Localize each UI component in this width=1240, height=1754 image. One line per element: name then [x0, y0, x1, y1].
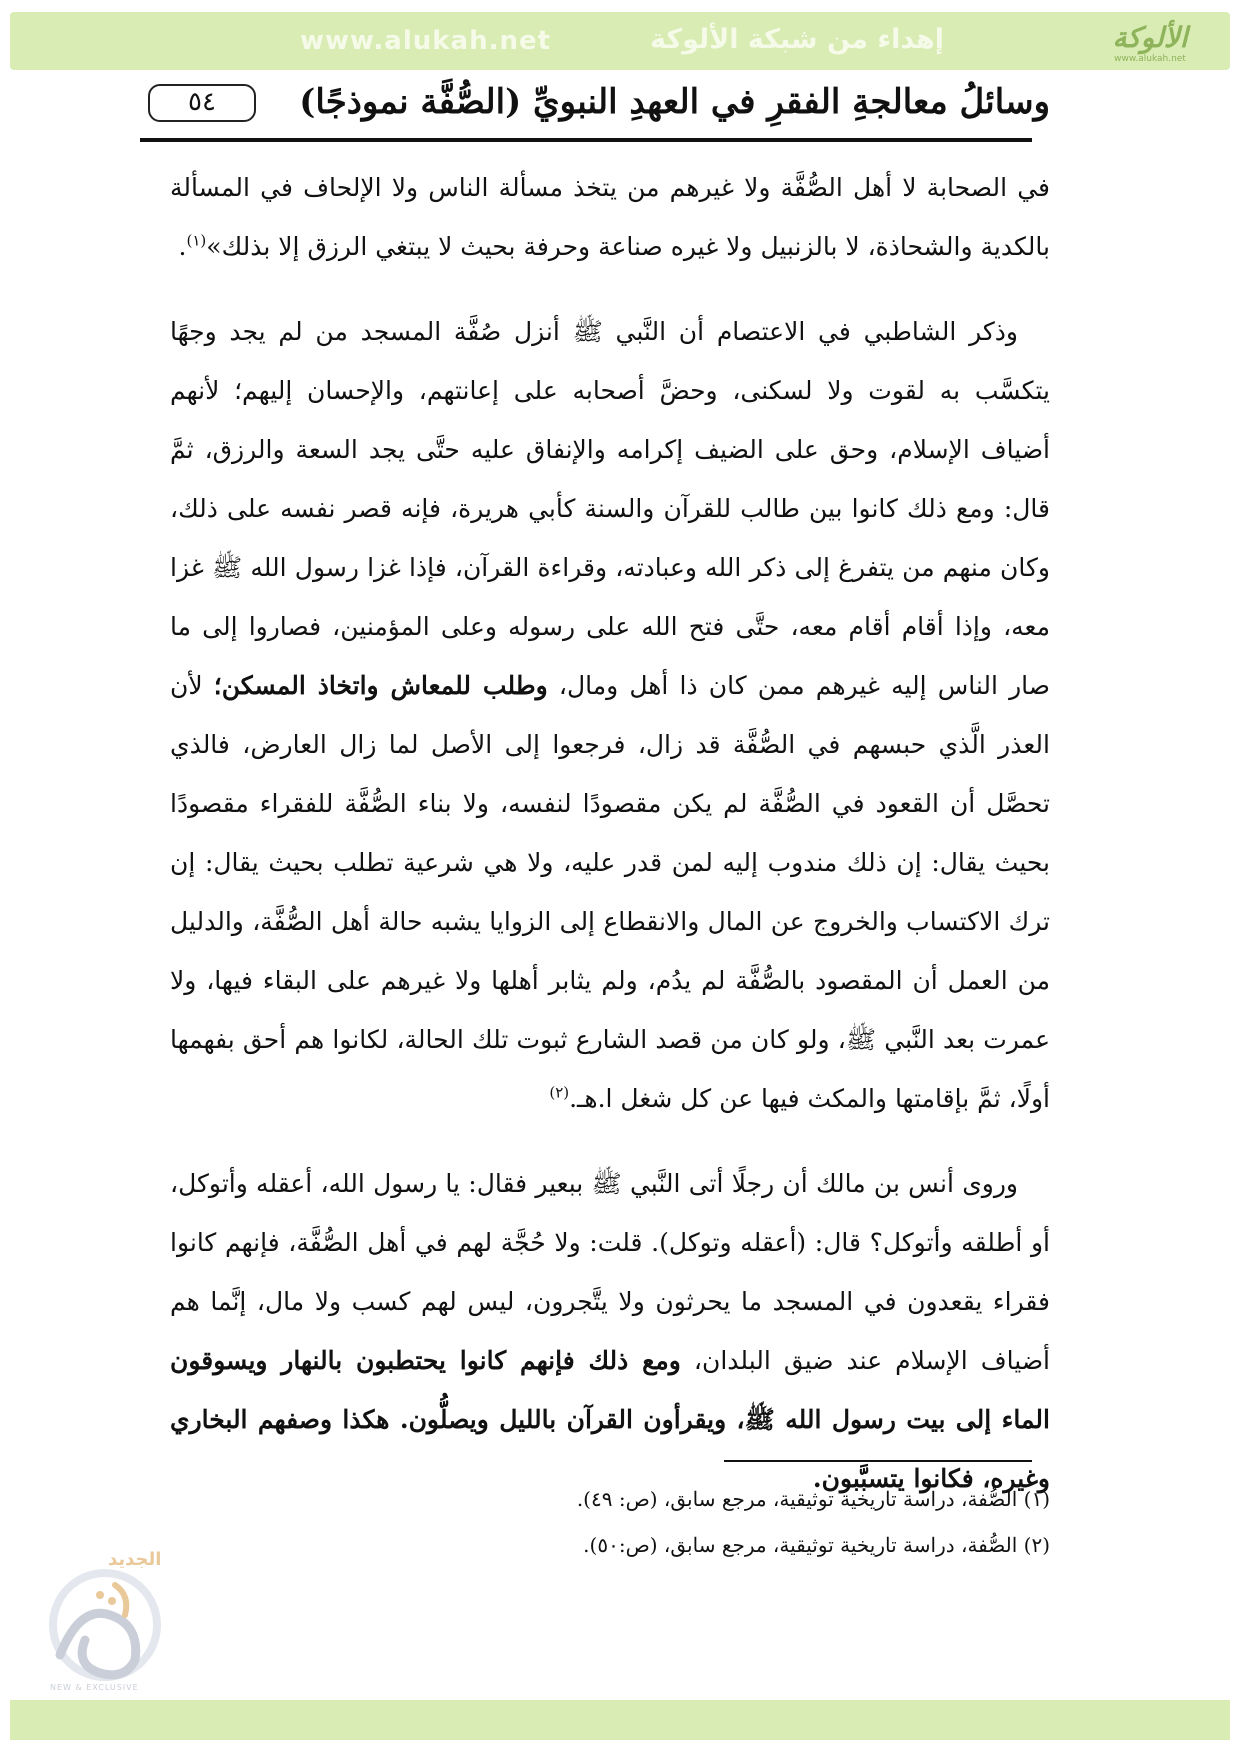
- new-exclusive-logo: [30, 1545, 180, 1695]
- alukah-logo-url: www.alukah.net: [1114, 54, 1186, 64]
- bottom-band: [10, 1700, 1230, 1740]
- footnote-ref-1[interactable]: (١): [186, 231, 207, 250]
- paragraph-2-part2: لأن العذر الَّذي حبسهم في الصُّفَّة قد زال، فرجعوا إلى الأصل لما زال العارض، فالذي تحصَّل أن القعود في الصُّفَّة لم يكن مقصودًا لنفسه، ولا بناء الصُّفَّة للفقراء مقصودًا بحيث يقال: إن ذلك مندوب إليه لمن قدر عليه، ولا هي شرعية تطلب بحيث يقال: إن ترك الاكتساب والخروج عن المال والانقطاع إلى الزوايا يشبه حالة أهل الصُّفَّة، والدليل من العمل أن المقصود بالصُّفَّة لم يدُم، ولم يثابر أهلها ولا غيرهم على البقاء فيها، ولا عمرت بعد النَّبي ﷺ، ولو كان من قصد الشارع ثبوت تلك الحالة، لكانوا هم أحق بفهمها أولًا، ثمَّ بإقامتها والمكث فيها عن كل شغل ا.هـ.: [170, 671, 1050, 1113]
- alukah-logo[interactable]: [1080, 18, 1220, 74]
- banner-gift-text: إهداء من شبكة الألوكة: [650, 24, 944, 55]
- paragraph-gap: [170, 1128, 1050, 1154]
- alukah-logo-text: الألوكة: [1112, 21, 1188, 54]
- paragraph-gap: [170, 276, 1050, 302]
- paragraph-1: [170, 158, 1050, 276]
- new-label: الجديد: [108, 1549, 162, 1570]
- footnote-2: (٢) الصُّفة، دراسة تاريخية توثيقية، مرجع سابق، (ص:٥٠).: [583, 1533, 1050, 1557]
- top-banner: [10, 12, 1230, 70]
- paragraph-2-part1: وذكر الشاطبي في الاعتصام أن النَّبي ﷺ أنزل صُفَّة المسجد من لم يجد وجهًا يتكسَّب به لقوت ولا لسكنى، وحضَّ أصحابه على إعانتهم، والإحسان إليهم؛ لأنهم أضياف الإسلام، وحق على الضيف إكرامه والإنفاق عليه حتَّى يجد السعة والرزق، ثمَّ قال: ومع ذلك كانوا بين طالب للقرآن والسنة كأبي هريرة، فإنه قصر نفسه على ذلك، وكان منهم من يتفرغ إلى ذكر الله وعبادته، وقراءة القرآن، فإذا غزا رسول الله ﷺ غزا معه، وإذا أقام أقام معه، حتَّى فتح الله على رسوله وعلى المؤمنين، فصاروا إلى ما صار الناس إليه غيرهم ممن كان ذا أهل ومال،: [170, 317, 1051, 700]
- paragraph-3: [170, 1154, 1050, 1508]
- header-divider: [140, 138, 1032, 142]
- footnote-1: (١) الصُّفة، دراسة تاريخية توثيقية، مرجع سابق، (ص: ٤٩).: [576, 1487, 1050, 1511]
- paragraph-2-bold: وطلب للمعاش واتخاذ المسكن؛: [213, 671, 548, 700]
- page-title: وسائلُ معالجةِ الفقرِ في العهدِ النبويِّ (الصُّفَّة نموذجًا): [299, 82, 1050, 122]
- exclusive-label: NEW & EXCLUSIVE: [50, 1683, 139, 1692]
- footnote-ref-2[interactable]: (٢): [549, 1083, 570, 1102]
- page-number: ٥٤: [148, 84, 256, 122]
- paragraph-3-part1: وروى أنس بن مالك أن رجلًا أتى النَّبي ﷺ ببعير فقال: يا رسول الله، أعقله وأتوكل، أو أطلقه وأتوكل؟ قال: (أعقله وتوكل). قلت: ولا حُجَّة لهم في أهل الصُّفَّة، فإنهم كانوا فقراء يقعدون في المسجد ما يحرثون ولا يتَّجرون، ليس لهم كسب ولا مال، إنَّما هم أضياف الإسلام عند ضيق البلدان،: [170, 1169, 1051, 1375]
- body-text: [170, 158, 1050, 1508]
- paragraph-1-end: .: [178, 232, 187, 261]
- footnotes: [170, 1476, 1050, 1568]
- banner-url[interactable]: www.alukah.net: [300, 26, 552, 56]
- paragraph-3-bold: ومع ذلك فإنهم كانوا يحتطبون بالنهار ويسوقون الماء إلى بيت رسول الله ﷺ، ويقرأون القرآن بالليل ويصلُّون. هكذا وصفهم البخاري وغيره، فكانوا يتسبَّبون.: [170, 1346, 1050, 1493]
- paragraph-2: [170, 302, 1050, 1128]
- paragraph-1-text: في الصحابة لا أهل الصُّفَّة ولا غيرهم من يتخذ مسألة الناس ولا الإلحاف في المسألة بالكدية والشحاذة، لا بالزنبيل ولا غيره صناعة وحرفة بحيث لا يبتغي الرزق إلا بذلك»: [170, 173, 1050, 261]
- footnote-divider: [724, 1460, 1032, 1462]
